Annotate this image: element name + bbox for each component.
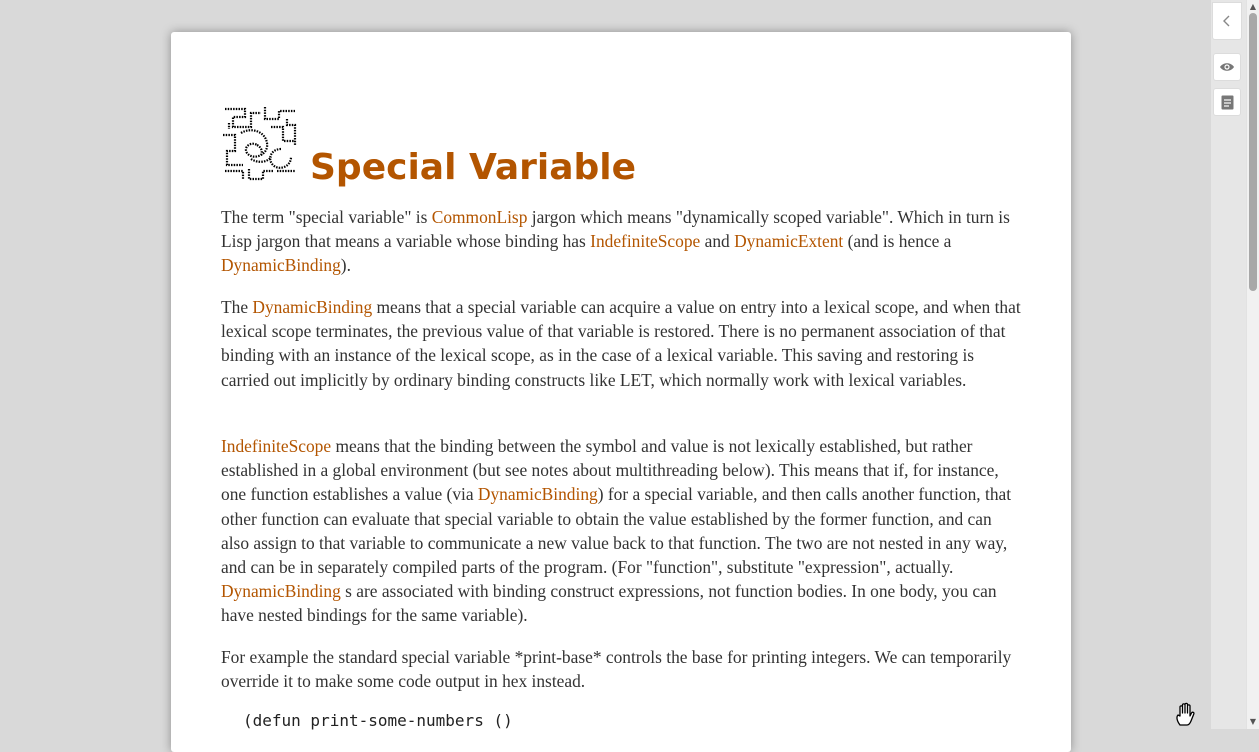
paragraph-text: (and is hence a — [843, 231, 952, 252]
wiki-logo — [221, 105, 299, 181]
paragraph-example — [221, 645, 1021, 693]
wiki-link-dynamicbinding[interactable]: DynamicBinding — [252, 297, 373, 317]
paragraph-intro — [221, 205, 1021, 278]
article-page — [171, 32, 1071, 752]
page-title: Special Variable — [310, 147, 637, 188]
wiki-link-dynamicbinding[interactable]: DynamicBinding — [221, 581, 341, 602]
wiki-link-dynamicextent[interactable]: DynamicExtent — [734, 231, 844, 252]
paragraph-text: ) for a special variable, and then calls another function, that other function can evaluate that special variable to obtain the value established by the former function, and can also assign to that variable to communicate a new value back to that function. The two are not nested in any way, and can be in separately compiled parts of the program. (For "function", substitute "expression", actually. — [221, 484, 1012, 578]
scroll-up-arrow[interactable]: ▲ — [1249, 2, 1257, 11]
eye-icon — [1219, 61, 1235, 73]
scrollbar-thumb[interactable] — [1249, 13, 1257, 291]
chevron-left-icon — [1222, 15, 1232, 27]
wiki-link-commonlisp[interactable]: CommonLisp — [431, 207, 528, 227]
paragraph-dynamic-binding — [221, 295, 1021, 392]
notes-icon — [1221, 95, 1234, 110]
paragraph-text: s are associated with binding construct expressions, not function bodies. In one body, you can have nested bindings for the same variable). — [221, 581, 997, 626]
paragraph-text: ). — [340, 255, 351, 276]
collapse-sidebar-button[interactable] — [1212, 2, 1242, 40]
preview-button[interactable] — [1213, 53, 1241, 81]
wiki-link-dynamicbinding[interactable]: DynamicBinding — [221, 255, 341, 276]
paragraph-indefinite-scope — [221, 434, 1021, 628]
paragraph-text: The — [221, 297, 253, 317]
paragraph-text: means that the binding between the symbol and value is not lexically established, but rather established in a global environment (but see notes about multithreading below). This means that if, for instance, one function establishes a value (via — [221, 436, 999, 505]
hand-cursor-icon — [1173, 701, 1199, 727]
paragraph-text: The term "special variable" is — [221, 207, 432, 227]
paragraph-text: jargon which means "dynamically scoped variable". Which in turn is Lisp jargon that means a variable whose binding has — [221, 207, 1010, 252]
paragraph-text: means that a special variable can acquire a value on entry into a lexical scope, and when that lexical scope terminates, the previous value of that variable is restored. There is no permanent association of that binding with an instance of the lexical scope, as in the case of a lexical variable. This saving and restoring is carried out implicitly by ordinary binding constructs like LET, which normally work with lexical variables. — [221, 297, 1021, 390]
wiki-link-dynamicbinding[interactable]: DynamicBinding — [477, 484, 598, 505]
vertical-scrollbar[interactable] — [1246, 0, 1259, 729]
article-content — [221, 32, 1021, 730]
scroll-down-arrow[interactable]: ▼ — [1249, 717, 1257, 726]
code-block: (defun print-some-numbers () — [243, 711, 513, 730]
wiki-link-indefinitescope[interactable]: IndefiniteScope — [590, 231, 701, 252]
paragraph-text: For example the standard special variable *print-base* controls the base for printing integers. We can temporarily override it to make some code output in hex instead. — [221, 647, 1012, 692]
title-row — [221, 32, 1021, 216]
paragraph-text: and — [700, 231, 735, 252]
notes-button[interactable] — [1213, 88, 1241, 116]
wiki-link-indefinitescope[interactable]: IndefiniteScope — [221, 436, 332, 456]
